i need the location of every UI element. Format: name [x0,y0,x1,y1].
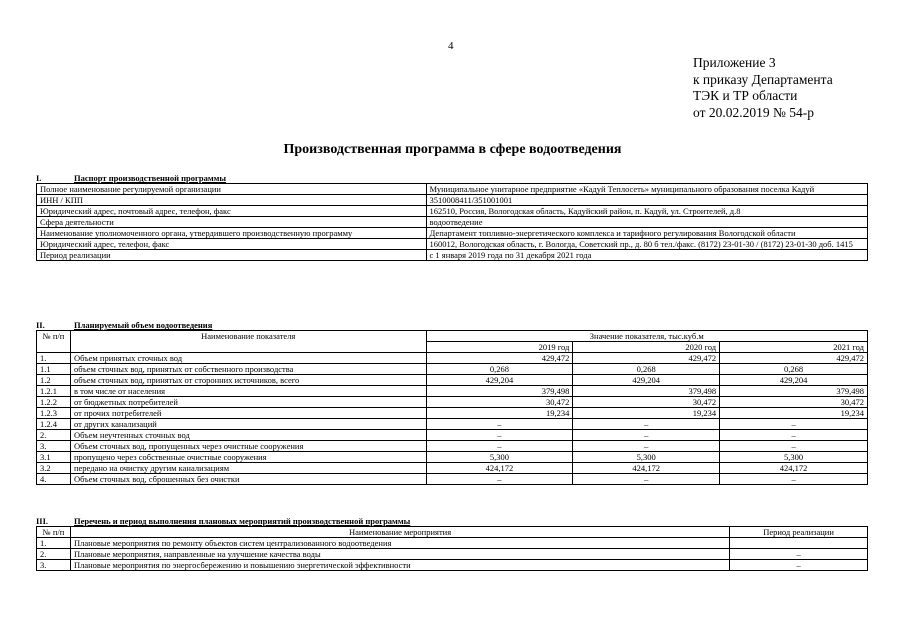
indicator-value: 424,172 [426,463,573,474]
row-number: 1.2.3 [37,408,71,419]
indicator-value: 30,472 [573,397,720,408]
row-number: 2. [37,430,71,441]
indicator-name: объем сточных вод, принятых от собственного производства [70,364,426,375]
indicator-value: 5,300 [426,452,573,463]
table-row [37,206,868,217]
activity-name: Плановые мероприятия по энергосбережению и повышению энергетической эффективности [70,560,729,571]
row-number: 3.1 [37,452,71,463]
indicator-value: – [720,441,868,452]
indicator-value: – [426,430,573,441]
passport-value: 162510, Россия, Вологодская область, Кадуйский район, п. Кадуй, ул. Строителей, д.8 [426,206,867,217]
indicator-value: 429,472 [426,353,573,364]
annex-block [693,55,833,121]
indicator-value: 379,498 [426,386,573,397]
section-number: III. [36,516,49,526]
activity-period: – [730,560,868,571]
row-number: 3. [37,441,71,452]
table-row [37,217,868,228]
table-row [37,538,868,549]
header-value-group: Значение показателя, тыс.куб.м [426,331,867,342]
activity-name: Плановые мероприятия, направленные на улучшение качества воды [70,549,729,560]
passport-value: Департамент топливно-энергетического комплекса и тарифного регулирования Вологодской области [426,228,867,239]
section1-heading [36,173,226,183]
row-number: 1. [37,538,71,549]
row-number: 1.2 [37,375,71,386]
indicator-value: 429,204 [573,375,720,386]
table-row [37,560,868,571]
table-row [37,419,868,430]
section-title: Планируемый объем водоотведения [74,320,213,330]
indicator-name: пропущено через собственные очистные сооружения [70,452,426,463]
passport-label: ИНН / КПП [37,195,427,206]
indicator-value: – [720,430,868,441]
indicator-value: – [573,474,720,485]
table-row [37,195,868,206]
indicator-name: объем сточных вод, принятых от сторонних источников, всего [70,375,426,386]
page-number: 4 [448,40,454,52]
row-number: 2. [37,549,71,560]
header-period: Период реализации [730,527,868,538]
indicator-value: 30,472 [720,397,868,408]
indicator-value: 379,498 [720,386,868,397]
section-title: Перечень и период выполнения плановых мероприятий производственной программы [74,516,411,526]
passport-label: Юридический адрес, почтовый адрес, телефон, факс [37,206,427,217]
indicator-name: Объем сточных вод, сброшенных без очистки [70,474,426,485]
row-number: 1.2.1 [37,386,71,397]
passport-label: Полное наименование регулируемой организации [37,184,427,195]
row-number: 3.2 [37,463,71,474]
table-row [37,386,868,397]
volume-table [36,330,868,485]
annex-line: Приложение 3 [693,55,776,70]
header-num: № п/п [37,331,71,353]
indicator-name: Объем неучтенных сточных вод [70,430,426,441]
indicator-value: 379,498 [573,386,720,397]
table-row [37,408,868,419]
annex-line: к приказу Департамента [693,71,833,87]
indicator-value: 429,472 [720,353,868,364]
indicator-value: 19,234 [573,408,720,419]
passport-label: Юридический адрес, телефон, факс [37,239,427,250]
header-year: 2020 год [573,342,720,353]
row-number: 4. [37,474,71,485]
header-num: № п/п [37,527,71,538]
row-number: 3. [37,560,71,571]
table-row [37,452,868,463]
indicator-name: от прочих потребителей [70,408,426,419]
passport-label: Сфера деятельности [37,217,427,228]
row-number: 1. [37,353,71,364]
table-row [37,397,868,408]
section-title: Паспорт производственной программы [74,173,227,183]
section-number: II. [36,320,45,330]
indicator-value: – [573,441,720,452]
passport-value: водоотведение [426,217,867,228]
header-name: Наименование показателя [70,331,426,353]
indicator-value: 5,300 [573,452,720,463]
indicator-value: 429,472 [573,353,720,364]
activity-period: – [730,549,868,560]
passport-value: 160012, Вологодская область, г. Вологда, Советский пр., д. 80 б тел./факс. (8172) 23-01-30 / (8172) 23-01-30 доб. 1415 [426,239,867,250]
section2-heading [36,320,212,330]
indicator-name: от бюджетных потребителей [70,397,426,408]
activities-table [36,526,868,571]
indicator-value: – [426,441,573,452]
indicator-value: – [426,419,573,430]
passport-value: Муниципальное унитарное предприятие «Кадуй Теплосеть» муниципального образования поселка Кадуй [426,184,867,195]
table-row [37,441,868,452]
indicator-value: 19,234 [426,408,573,419]
table-row [37,463,868,474]
document-title: Производственная программа в сфере водоотведения [283,142,622,157]
indicator-value: 5,300 [720,452,868,463]
table-row [37,250,868,261]
indicator-value: 0,268 [720,364,868,375]
indicator-value: 429,204 [426,375,573,386]
passport-value: 3510008411/351001001 [426,195,867,206]
indicator-name: Объем сточных вод, пропущенных через очистные сооружения [70,441,426,452]
table-row [37,364,868,375]
annex-line: от 20.02.2019 № 54-р [693,104,814,120]
indicator-name: в том числе от населения [70,386,426,397]
activity-period [730,538,868,549]
row-number: 1.2.2 [37,397,71,408]
header-year: 2021 год [720,342,868,353]
indicator-value: 0,268 [426,364,573,375]
section3-heading [36,516,410,526]
activity-name: Плановые мероприятия по ремонту объектов систем централизованного водоотведения [70,538,729,549]
indicator-name: передано на очистку другим канализациям [70,463,426,474]
indicator-name: Объем принятых сточных вод [70,353,426,364]
indicator-value: – [573,419,720,430]
table-row [37,228,868,239]
table-row [37,375,868,386]
passport-label: Период реализации [37,250,427,261]
indicator-value: – [426,474,573,485]
passport-label: Наименование уполномоченного органа, утвердившего производственную программу [37,228,427,239]
passport-value: с 1 января 2019 года по 31 декабря 2021 года [426,250,867,261]
indicator-value: – [720,419,868,430]
indicator-value: 30,472 [426,397,573,408]
indicator-value: 19,234 [720,408,868,419]
indicator-value: – [573,430,720,441]
table-row [37,353,868,364]
section-number: I. [36,173,42,183]
table-row [37,474,868,485]
header-name: Наименование мероприятия [70,527,729,538]
header-year: 2019 год [426,342,573,353]
table-row [37,549,868,560]
row-number: 1.1 [37,364,71,375]
table-row [37,184,868,195]
indicator-value: 429,204 [720,375,868,386]
passport-table [36,183,868,261]
indicator-value: 424,172 [573,463,720,474]
indicator-value: 0,268 [573,364,720,375]
row-number: 1.2.4 [37,419,71,430]
indicator-value: – [720,474,868,485]
indicator-name: от других канализаций [70,419,426,430]
annex-line: ТЭК и ТР области [693,88,798,103]
table-row [37,239,868,250]
table-row [37,430,868,441]
indicator-value: 424,172 [720,463,868,474]
